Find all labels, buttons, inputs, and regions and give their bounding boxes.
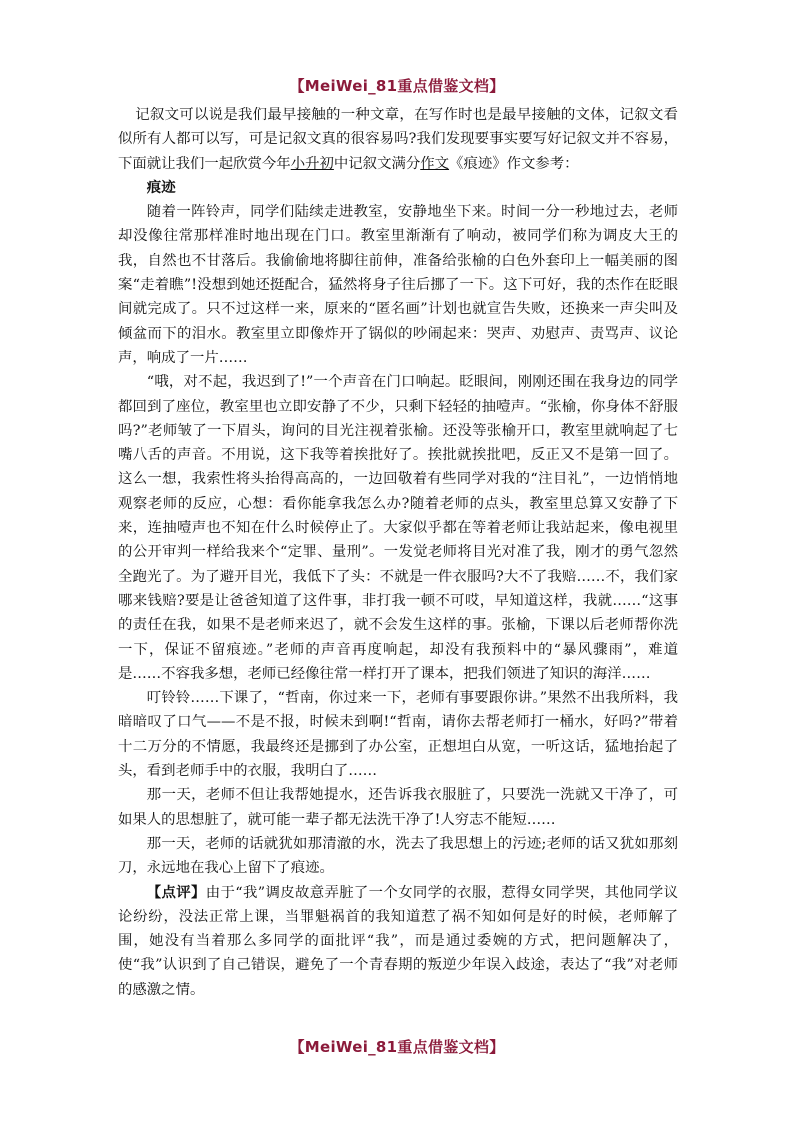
- essay-paragraph-4: 那一天，老师不但让我帮她提水，还告诉我衣服脏了，只要洗一洗就又干净了，可如果人的思想脏了，就可能一辈子都无法洗干净了!人穷志不能短……: [118, 787, 678, 828]
- intro-text-2: 中记叙文满分: [333, 155, 421, 172]
- essay-paragraph-5: 那一天，老师的话就犹如那清澈的水，洗去了我思想上的污迹;老师的话又犹如那刻刀，永远地在我心上留下了痕迹。: [118, 835, 678, 877]
- header-banner: 【MeiWei_81重点借鉴文档】: [289, 77, 505, 95]
- essay-paragraph-3: 叮铃铃……下课了，“哲南，你过来一下，老师有事要跟你讲。”果然不出我所料，我暗暗叹了口气——不是不报，时候未到啊!“哲南，请你去帮老师打一桶水，好吗?”带着十二万分的不情愿，我最终还是挪到了办公室，正想坦白从宽，一听这话，猛地抬起了头，看到老师手中的衣服，我明白了……: [118, 690, 678, 780]
- link-xiaoshengchu[interactable]: 小升初: [290, 155, 334, 172]
- essay-paragraph-2: “哦，对不起，我迟到了!”一个声音在门口响起。眨眼间，刚刚还围在我身边的同学都回到了座位，教室里也立即安静了不少，只剩下轻轻的抽噎声。“张榆，你身体不舒服吗?”老师皱了一下眉头，询问的目光注视着张榆。还没等张榆开口，教室里就响起了七嘴八舌的声音。不用说，这下我等着挨批好了。挨批就挨批吧，反正又不是第一回了。这么一想，我索性将头抬得高高的，一边回敬着有些同学对我的“注目礼”，一边悄悄地观察老师的反应，心想：看你能拿我怎么办?随着老师的点头，教室里总算又安静了下来，连抽噎声也不知在什么时候停止了。大家似乎都在等着老师让我站起来，像电视里的公开审判一样给我来个“定罪、量刑”。一发觉老师将目光对准了我，刚才的勇气忽然全跑光了。为了避开目光，我低下了头：不就是一件衣服吗?大不了我赔……不，我们家哪来钱赔?要是让爸爸知道了这件事，非打我一顿不可哎，早知道这样，我就……“这事的责任在我，如果不是老师来迟了，就不会发生这样的事。张榆，下课以后老师帮你洗一下，保证不留痕迹。”老师的声音再度响起，却没有我预料中的“暴风骤雨”，难道是……不容我多想，老师已经像往常一样打开了课本，把我们领进了知识的海洋……: [118, 374, 678, 682]
- intro-paragraph: [118, 103, 678, 176]
- document-body: [118, 103, 678, 1002]
- commentary-text: 由于“我”调皮故意弄脏了一个女同学的衣服，惹得女同学哭，其他同学议论纷纷，没法正常上课，当罪魁祸首的我知道惹了祸不知如何是好的时候，老师解了围，她没有当着那么多同学的面批评“我”，而是通过委婉的方式，把问题解决了，使“我”认识到了自己错误，避免了一个青春期的叛逆少年误入歧途，表达了“我”对老师的感激之情。: [118, 884, 678, 998]
- link-zuowen[interactable]: 作文: [420, 155, 450, 172]
- commentary-paragraph: [118, 881, 678, 1002]
- essay-paragraph-1: 随着一阵铃声，同学们陆续走进教室，安静地坐下来。时间一分一秒地过去，老师却没像往常那样准时地出现在门口。教室里渐渐有了响动，被同学们称为调皮大王的我，自然也不甘落后。我偷偷地将脚往前伸，准备给张榆的白色外套印上一幅美丽的图案“走着瞧”!没想到她还挺配合，猛然将身子往后挪了一下。这下可好，我的杰作在眨眼间就完成了。只不过这样一来，原来的“匿名画”计划也就宣告失败，还换来一声尖叫及倾盆而下的泪水。教室里立即像炸开了锅似的吵闹起来：哭声、劝慰声、责骂声、议论声，响成了一片……: [118, 204, 678, 366]
- footer-banner: 【MeiWei_81重点借鉴文档】: [289, 1038, 505, 1056]
- intro-text-1: 记叙文可以说是我们最早接触的一种文章，在写作时也是最早接触的文体，记叙文看似所有人都可以写，可是记叙文真的很容易吗?我们发现要事实要写好记叙文并不容易，下面就让我们一起欣赏今年: [118, 107, 678, 172]
- essay-title: 痕迹: [146, 178, 176, 196]
- intro-text-3: 《痕迹》作文参考：: [449, 155, 579, 172]
- commentary-label: 【点评】: [146, 883, 206, 901]
